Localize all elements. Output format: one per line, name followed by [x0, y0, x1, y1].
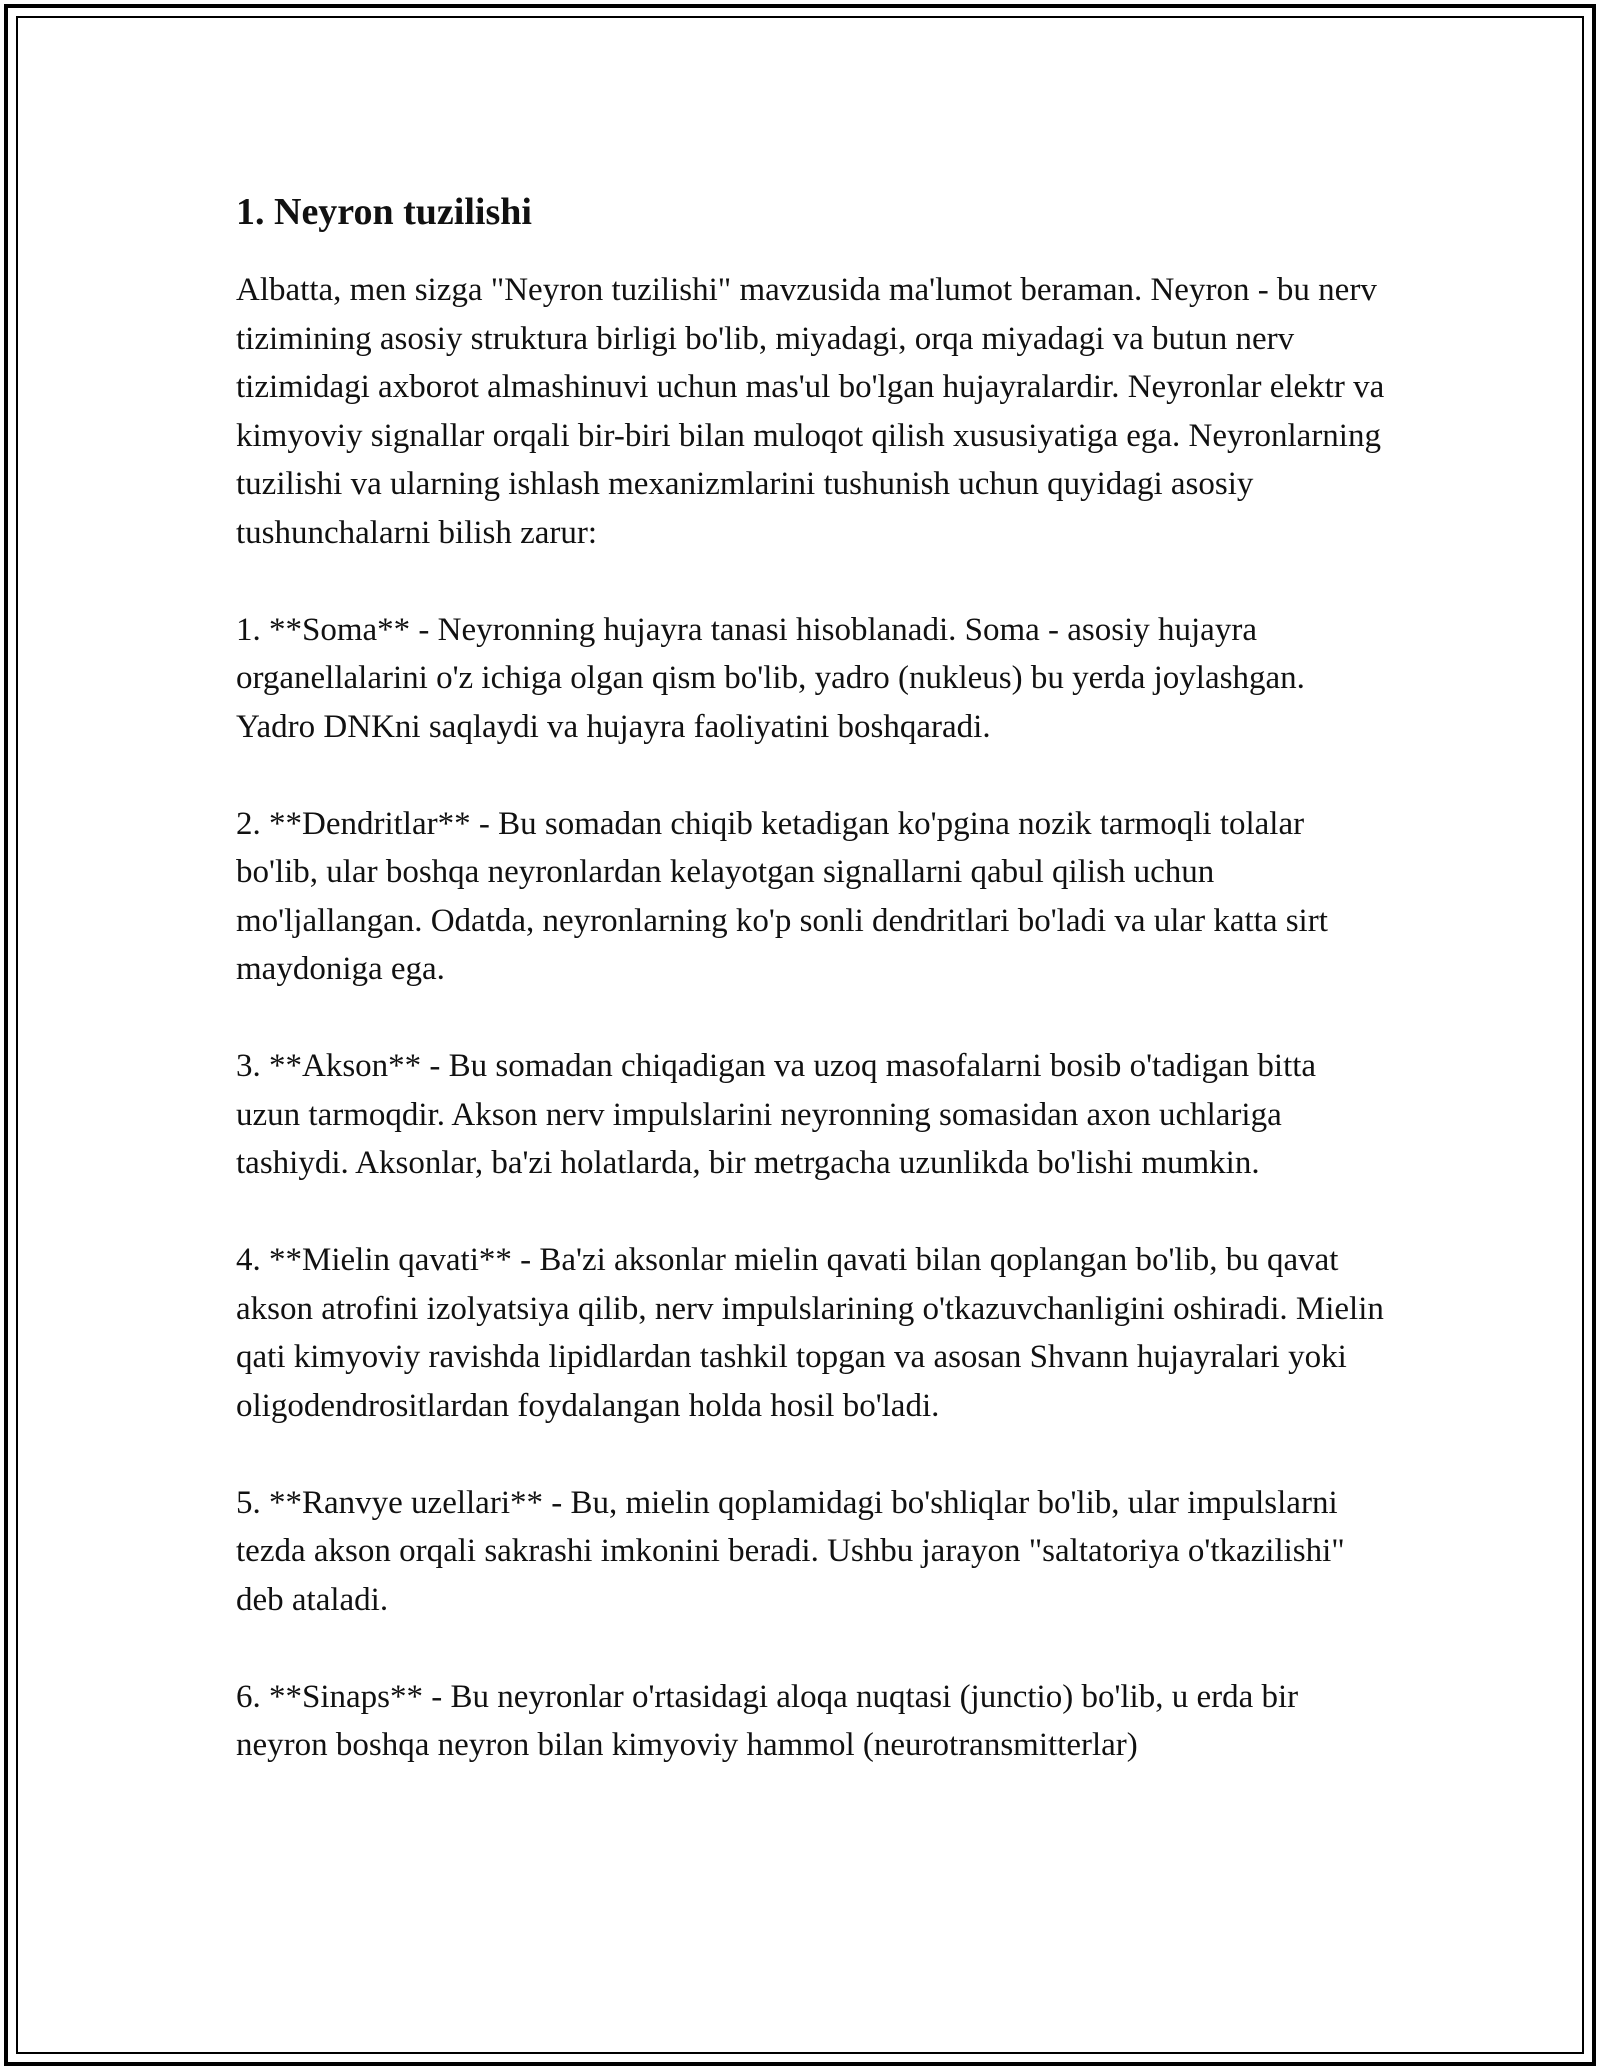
- list-item-soma: 1. **Soma** - Neyronning hujayra tanasi hisoblanadi. Soma - asosiy hujayra organellalarini o'z ichiga olgan qism bo'lib, yadro (nukleus) bu yerda joylashgan. Yadro DNKni saqlaydi va hujayra faoliyatini boshqaradi.: [236, 611, 1305, 745]
- list-item-dendritlar: 2. **Dendritlar** - Bu somadan chiqib ketadigan ko'pgina nozik tarmoqli tolalar bo'lib, ular boshqa neyronlardan kelayotgan signallarni qabul qilish uchun mo'ljallangan. Odatda, neyronlarning ko'p sonli dendritlari bo'ladi va ular katta sirt maydoniga ega.: [236, 805, 1328, 987]
- list-item-ranvye-uzellari: 5. **Ranvye uzellari** - Bu, mielin qoplamidagi bo'shliqlar bo'lib, ular impulslarni tezda akson orqali sakrashi imkonini beradi. Ushbu jarayon "saltatoriya o'tkazilishi" deb ataladi.: [236, 1484, 1345, 1618]
- list-item-sinaps: 6. **Sinaps** - Bu neyronlar o'rtasidagi aloqa nuqtasi (junctio) bo'lib, u erda bir neyron boshqa neyron bilan kimyoviy hammol (neurotransmitterlar): [236, 1678, 1299, 1763]
- document-body: [236, 180, 1386, 1770]
- list-item-mielin-qavati: 4. **Mielin qavati** - Ba'zi aksonlar mielin qavati bilan qoplangan bo'lib, bu qavat akson atrofini izolyatsiya qilib, nerv impulslarining o'tkazuvchanligini oshiradi. Mielin qati kimyoviy ravishda lipidlardan tashkil topgan va asosan Shvann hujayralari yoki oligodendrositlardan foydalangan holda hosil bo'ladi.: [236, 1242, 1384, 1424]
- section-heading: 1. Neyron tuzilishi: [236, 191, 532, 233]
- list-item-akson: 3. **Akson** - Bu somadan chiqadigan va uzoq masofalarni bosib o'tadigan bitta uzun tarmoqdir. Akson nerv impulslarini neyronning somasidan axon uchlariga tashiydi. Aksonlar, ba'zi holatlarda, bir metrgacha uzunlikda bo'lishi mumkin.: [236, 1048, 1317, 1181]
- intro-paragraph: Albatta, men sizga "Neyron tuzilishi" mavzusida ma'lumot beraman. Neyron - bu nerv tizimining asosiy struktura birligi bo'lib, miyadagi, orqa miyadagi va butun nerv tizimidagi axborot almashinuvi uchun mas'ul bo'lgan hujayralardir. Neyronlar elektr va kimyoviy signallar orqali bir-biri bilan muloqot qilish xususiyatiga ega. Neyronlarning tuzilishi va ularning ishlash mexanizmlarini tushunish uchun quyidagi asosiy tushunchalarni bilish zarur:: [236, 272, 1385, 551]
